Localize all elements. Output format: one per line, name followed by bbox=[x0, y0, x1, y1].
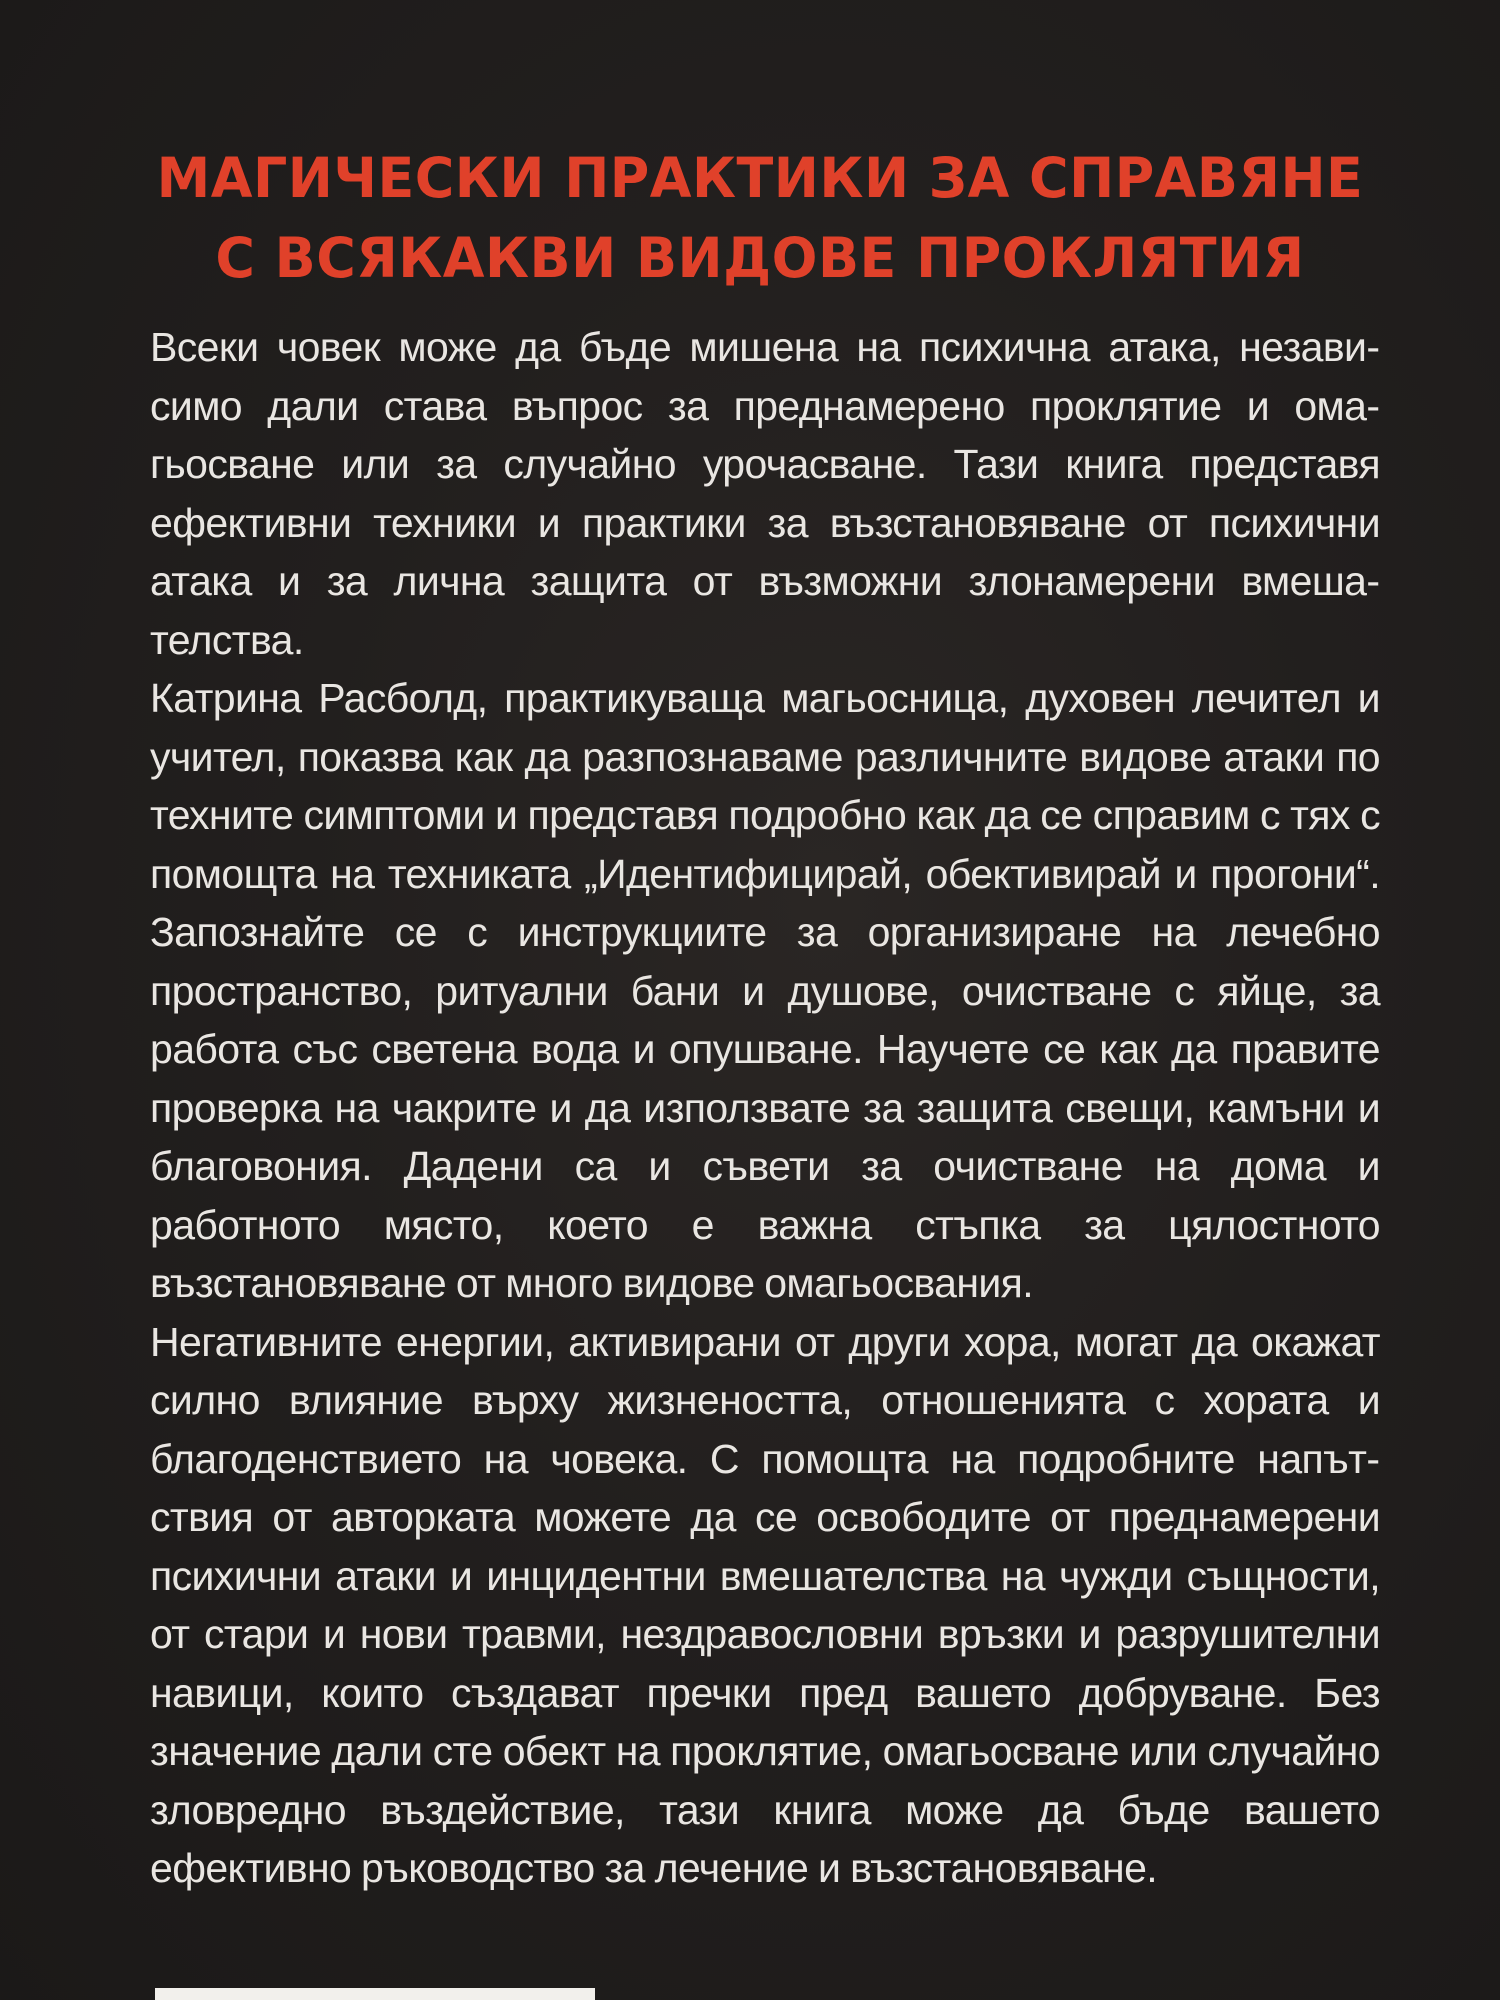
cover-title-line-2: С ВСЯКАКВИ ВИДОВЕ ПРОКЛЯТИЯ bbox=[215, 226, 1305, 290]
blurb-paragraph-2: Катрина Расболд, практикуваща магьосница, духовен лечител и учител, показва как да разпознаваме различните видове атаки по техните симптоми и представя подробно как да се справим с тях с помощта на техниката „Идентифицирай, обективирай и прогони“. Запознайте се с инструкциите за организиране на лечебно пространство, ритуални бани и душове, очистване с яйце, за работа със светена вода и опушване. Научете се как да правите проверка на чакрите и да използвате за защита свещи, камъни и благовония. Дадени са и съвети за очистване на дома и работното място, което е важна стъпка за цялостното възстановяване от много видове омагьосвания. bbox=[150, 675, 1380, 1306]
cover-title-line-1: МАГИЧЕСКИ ПРАКТИКИ ЗА СПРАВЯНЕ bbox=[156, 146, 1364, 210]
barcode-label-edge bbox=[155, 1988, 595, 2000]
cover-title bbox=[133, 138, 1387, 298]
blurb-text bbox=[150, 318, 1380, 1898]
blurb-paragraph-3: Негативните енергии, активирани от други хора, могат да окажат силно влияние върху жизнеността, отношенията с хората и благоденствието на човека. С помощта на подробните напътствия от авторката можете да се освободите от преднамерени психични атаки и инцидентни вмешателства на чужди същности, от стари и нови травми, нездравословни връзки и разрушителни навици, които създават пречки пред вашето добруване. Без значение дали сте обект на проклятие, омагьосване или случайно зловредно въздействие, тази книга може да бъде вашето ефективно ръководство за лечение и възстановяване. bbox=[150, 1318, 1380, 1891]
blurb-paragraph-1: Всеки човек може да бъде мишена на психична атака, независимо дали става въпрос за преднамерено проклятие и омагьосване или за случайно урочасване. Тази книга представя ефективни техники и практики за възстановяване от психични атака и за лична защита от възможни злонамерени вмешателства. bbox=[150, 324, 1380, 663]
